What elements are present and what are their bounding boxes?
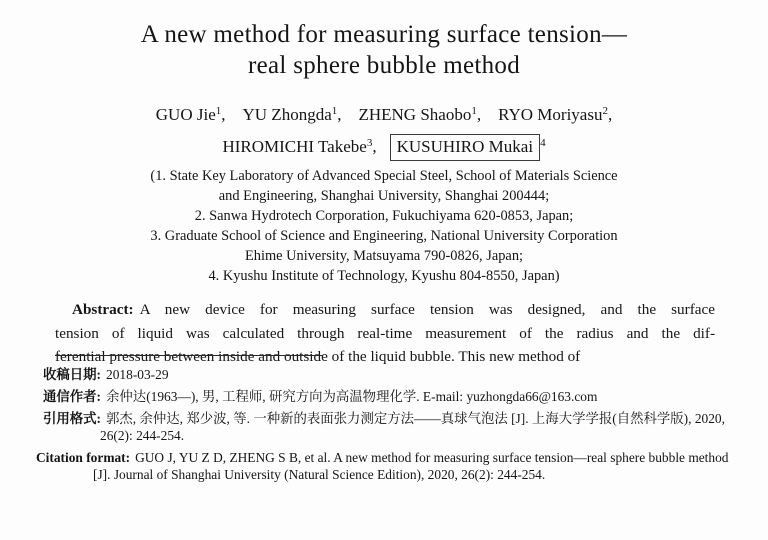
- author: RYO Moriyasu$^2$,: [498, 105, 613, 124]
- author-superscript: 3: [366, 137, 373, 149]
- footnote-citation-en: [36, 449, 740, 483]
- footnote-received-date: [43, 366, 740, 383]
- footnote-list: [36, 366, 740, 483]
- footnote-corresponding-author: [43, 388, 740, 405]
- affiliation-line: 3. Graduate School of Science and Engineering, National University Corporation: [150, 228, 618, 244]
- footnote-section: [0, 355, 768, 488]
- footnote-label: 收稿日期:: [43, 367, 102, 382]
- affiliation-line: 4. Kyushu Institute of Technology, Kyushu 804-8550, Japan): [208, 268, 560, 284]
- abstract-line: Abstract: A new device for measuring surface tension was designed, and the surface: [72, 301, 715, 318]
- affiliation-line: and Engineering, Shanghai University, Shanghai 200444;: [218, 188, 550, 204]
- footnote-text: 余仲达(1963—), 男, 工程师, 研究方向为高温物理化学. E-mail: yuzhongda66@163.com: [106, 389, 598, 404]
- footnote-label: 通信作者:: [43, 389, 102, 404]
- affiliation-line: (1. State Key Laboratory of Advanced Special Steel, School of Materials Science: [150, 168, 618, 184]
- author-superscript: 1: [471, 105, 477, 117]
- footnote-text: 郭杰, 余仲达, 郑少波, 等. 一种新的表面张力测定方法——真球气泡法 [J]. 上海大学学报(自然科学版), 2020, 26(2): 244-254.: [100, 411, 725, 443]
- author-name-box: KUSUHIRO Mukai: [390, 134, 540, 161]
- affiliation-line: Ehime University, Matsuyama 790-0826, Japan;: [244, 248, 524, 264]
- author: HIROMICHI Takebe$^3$,: [222, 137, 377, 156]
- footnote-label: Citation format:: [36, 450, 131, 465]
- footnote-rule: [55, 355, 323, 356]
- author-superscript: 2: [602, 105, 608, 117]
- abstract-label: Abstract:: [72, 301, 134, 318]
- footnote-text: GUO J, YU Z D, ZHENG S B, et al. A new method for measuring surface tension—real sphere bubble method [J]. Journal of Shanghai University (Natural Science Edition), 2020, 26(2): 244-254.: [93, 450, 729, 482]
- boxed-author: [390, 137, 546, 156]
- author-row-1: [0, 103, 768, 129]
- footnote-label: 引用格式:: [43, 411, 102, 426]
- paper-title: [0, 19, 768, 81]
- author-superscript: 1: [215, 105, 222, 117]
- author-list: [0, 103, 768, 161]
- author: ZHENG Shaobo$^1$,: [358, 105, 482, 124]
- author-superscript: 1: [331, 105, 338, 117]
- author-superscript: 4: [540, 137, 546, 149]
- abstract-line: tension of liquid was calculated through real-time measurement of the radius and the dif-: [55, 324, 715, 342]
- author-row-2: [0, 134, 768, 161]
- abstract-line: ferential pressure between inside and outside of the liquid bubble. This new method of: [55, 348, 581, 365]
- footnote-citation-cn: [43, 410, 740, 444]
- affiliation-list: [0, 166, 768, 286]
- paper-title-line-2: real sphere bubble method: [248, 52, 520, 79]
- author: GUO Jie$^1$,: [155, 105, 226, 124]
- paper-title-line-1: A new method for measuring surface tension—: [140, 21, 628, 48]
- author: YU Zhongda$^1$,: [242, 105, 342, 124]
- footnote-text: 2018-03-29: [106, 367, 169, 382]
- affiliation-line: 2. Sanwa Hydrotech Corporation, Fukuchiyama 620-0853, Japan;: [194, 208, 574, 224]
